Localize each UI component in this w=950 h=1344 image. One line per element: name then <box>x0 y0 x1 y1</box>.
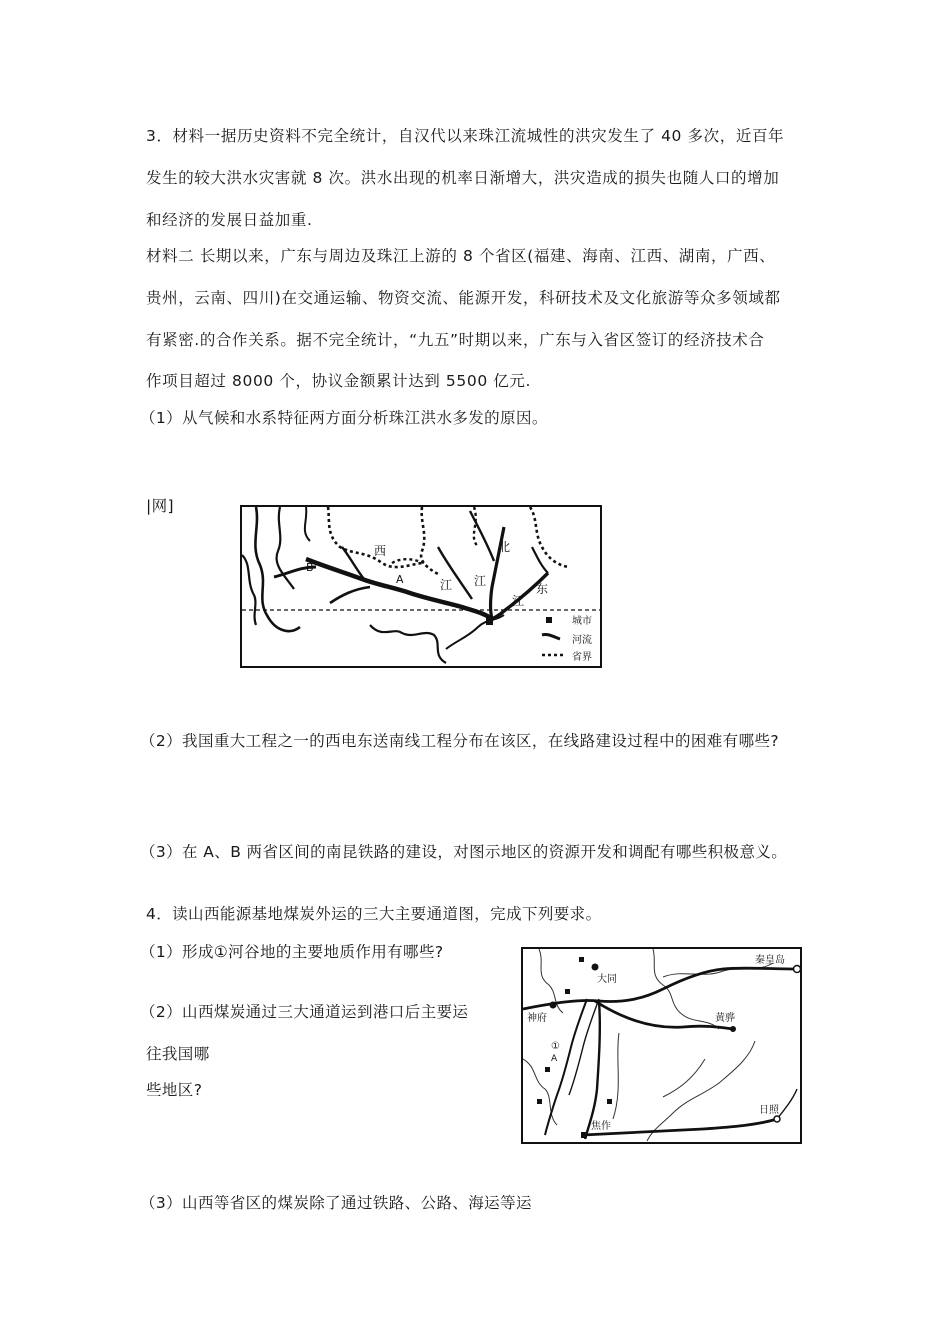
qinhuangdao-marker <box>794 966 801 973</box>
label-a: A <box>396 573 404 586</box>
city-qinhuangdao: 秦皇岛 <box>755 955 785 966</box>
legend-border-label: 省界 <box>572 652 592 663</box>
q3-sub3: （3）在 A、B 两省区间的南昆铁路的建设，对图示地区的资源开发和调配有哪些积极意义。 <box>140 843 788 861</box>
q3-material1-line2: 发生的较大洪水灾害就 8 次。洪水出现的机率日渐增大，洪灾造成的损失也随人口的增加 <box>146 169 780 187</box>
q3-material2-line4: 作项目超过 8000 个，协议金额累计达到 5500 亿元. <box>146 372 532 390</box>
q4-sub3: （3）山西等省区的煤炭除了通过铁路、公路、海运等运 <box>140 1194 532 1212</box>
q3-sub1: （1）从气候和水系特征两方面分析珠江洪水多发的原因。 <box>140 409 548 427</box>
label-bei: 北 <box>498 540 511 554</box>
q4-sub2-line2: 往我国哪 <box>146 1045 210 1063</box>
label-a-map2: A <box>551 1054 558 1064</box>
q3-material1-line3: 和经济的发展日益加重. <box>146 211 313 229</box>
city-jiaozuo: 焦作 <box>591 1121 611 1132</box>
q4-sub2-line3: 些地区? <box>146 1081 203 1099</box>
label-jiang-north: 江 <box>474 574 487 588</box>
q3-sub2: （2）我国重大工程之一的西电东送南线工程分布在该区，在线路建设过程中的困难有哪些? <box>140 732 779 750</box>
net-mark: |网] <box>146 497 174 515</box>
city-huanghua: 黄骅 <box>715 1013 735 1024</box>
label-xi: 西 <box>374 544 387 558</box>
datong-marker <box>592 964 599 971</box>
city-rizhao: 日照 <box>759 1105 779 1116</box>
city-datong: 大同 <box>597 974 617 985</box>
huanghua-marker <box>730 1026 736 1032</box>
q4-sub1: （1）形成①河谷地的主要地质作用有哪些? <box>140 943 444 961</box>
city-shenfu: 神府 <box>527 1013 547 1024</box>
label-valley-1: ① <box>551 1041 560 1052</box>
label-dong: 东 <box>536 582 549 596</box>
q4-title: 4．读山西能源基地煤炭外运的三大主要通道图，完成下列要求。 <box>146 905 602 923</box>
q3-material2-line1: 材料二 长期以来，广东与周边及珠江上游的 8 个省区(福建、海南、江西、湖南，广西、 <box>146 247 776 265</box>
legend-river-symbol <box>542 634 560 639</box>
legend-river-label: 河流 <box>572 635 592 646</box>
label-jiang-west: 江 <box>440 578 453 592</box>
shenfu-marker <box>550 1002 557 1009</box>
shanxi-coal-map <box>521 947 802 1144</box>
legend-city-symbol <box>546 617 552 623</box>
q3-material2-line3: 有紧密.的合作关系。据不完全统计，“九五”时期以来，广东与入省区签订的经济技术合 <box>146 331 765 349</box>
rizhao-marker <box>774 1116 780 1122</box>
pearl-river-map <box>240 505 602 668</box>
legend-city-label: 城市 <box>572 616 592 627</box>
q4-sub2-line1: （2）山西煤炭通过三大通道运到港口后主要运 <box>140 1003 469 1021</box>
label-jiang-east: 江 <box>512 594 525 608</box>
q3-material1-line1: 3．材料一据历史资料不完全统计，自汉代以来珠江流城性的洪灾发生了 40 多次，近百年 <box>146 127 785 145</box>
label-b: B <box>306 561 314 574</box>
q3-material2-line2: 贵州，云南、四川)在交通运输、物资交流、能源开发，科研技术及文化旅游等众多领域都 <box>146 289 781 307</box>
jiaozuo-marker <box>581 1132 587 1138</box>
